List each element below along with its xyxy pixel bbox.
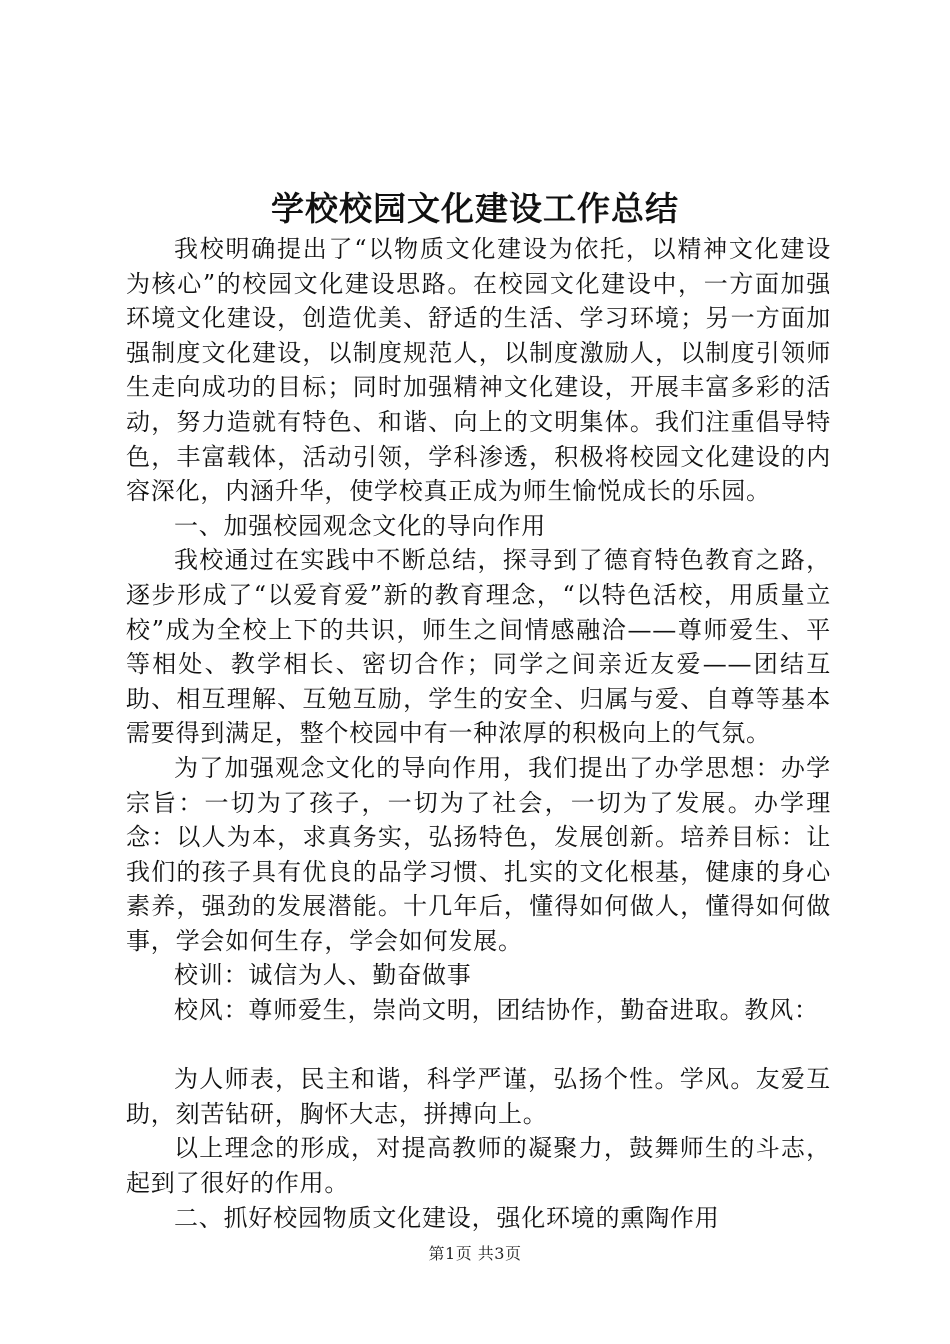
paragraph-effect: 以上理念的形成，对提高教师的凝聚力，鼓舞师生的斗志，起到了很好的作用。	[126, 1134, 831, 1198]
page-footer: 第1页 共3页	[428, 1244, 522, 1263]
blank-line	[126, 1028, 831, 1063]
paragraph-practice: 我校通过在实践中不断总结，探寻到了德育特色教育之路，逐步形成了“以爱育爱”新的教育理念，“以特色活校，用质量立校”成为全校上下的共识，师生之间情感融洽——尊师爱生、平等相处、教学相长、密切合作；同学之间亲近友爱——团结互助、相互理解、互勉互励，学生的安全、归属与爱、自尊等基本需要得到满足，整个校园中有一种浓厚的积极向上的气氛。	[126, 546, 831, 748]
school-ethos: 校风：尊师爱生，崇尚文明，团结协作，勤奋进取。教风：	[174, 996, 819, 1025]
paragraph-philosophy: 为了加强观念文化的导向作用，我们提出了办学思想：办学宗旨：一切为了孩子，一切为了社会，一切为了发展。办学理念：以人为本，求真务实，弘扬特色，发展创新。培养目标：让我们的孩子具有优良的品学习惯、扎实的文化根基，健康的身心素养，强劲的发展潜能。十几年后，懂得如何做人，懂得如何做事，学会如何生存，学会如何发展。	[126, 753, 831, 955]
paragraph-intro: 我校明确提出了“以物质文化建设为依托，以精神文化建设为核心”的校园文化建设思路。在校园文化建设中，一方面加强环境文化建设，创造优美、舒适的生活、学习环境；另一方面加强制度文化建设，以制度规范人，以制度激励人，以制度引领师生走向成功的目标；同时加强精神文化建设，开展丰富多彩的活动，努力造就有特色、和谐、向上的文明集体。我们注重倡导特色，丰富载体，活动引领，学科渗透，积极将校园文化建设的内容深化，内涵升华，使学校真正成为师生愉悦成长的乐园。	[126, 235, 831, 506]
section-heading-2: 二、抓好校园物质文化建设，强化环境的熏陶作用	[174, 1203, 720, 1232]
paragraph-teaching-ethos: 为人师表，民主和谐，科学严谨，弘扬个性。学风。友爱互助，刻苦钻研，胸怀大志，拼搏向上。	[126, 1065, 831, 1128]
school-motto: 校训：诚信为人、勤奋做事	[174, 961, 472, 990]
document-title: 学校校园文化建设工作总结	[271, 189, 679, 228]
document-body	[126, 232, 831, 1235]
section-heading-1: 一、加强校园观念文化的导向作用	[174, 511, 546, 540]
